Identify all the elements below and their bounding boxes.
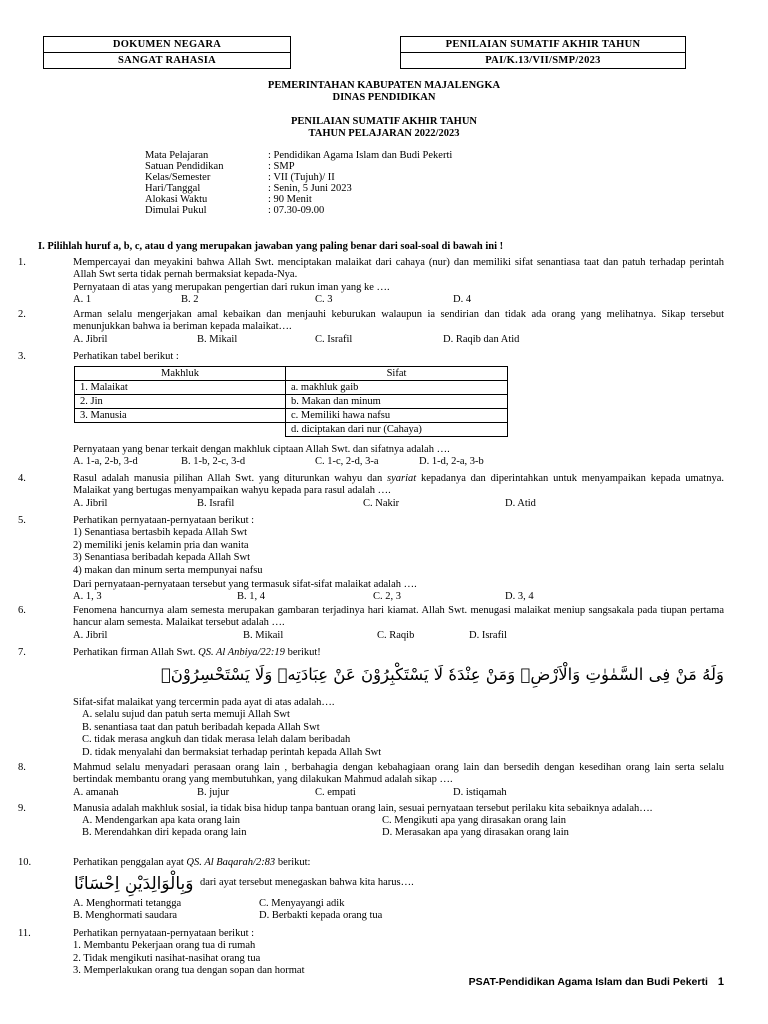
question-10-after: dari ayat tersebut menegaskan bahwa kita harus…. [200,877,414,888]
table-cell: c. Memiliki hawa nafsu [286,409,508,423]
table-row [75,423,508,437]
quran-reference: QS. Al Baqarah/2:83 [186,857,276,868]
option-a[interactable]: A. Jibril [73,333,108,345]
info-key: Dimulai Pukul [145,205,207,216]
option-c[interactable]: C. Raqib [377,629,415,641]
answer-options-row-2 [82,827,724,839]
question-number: 8. [18,762,26,773]
option-a[interactable]: A. amanah [73,786,119,798]
option-b[interactable]: B. Mikail [197,333,238,345]
question-text: Dari pernyataan-pernyataan tersebut yang termasuk sifat-sifat malaikat adalah …. [73,579,417,591]
title-line-4: TAHUN PELAJARAN 2022/2023 [308,128,460,140]
title-line-2: DINAS PENDIDIKAN [332,92,436,104]
question-text: Mahmud selalu menyadari perasaan orang lain , berbahagia dengan kebahagiaan orang lain dan bersedih dengan kesedihan orang lain serta selalu bertindak membantu orang yang membutuhkan, yang dilakukan Mahmud adalah sikap …. [73,762,724,786]
table-cell: b. Makan dan minum [286,395,508,409]
section-instruction: I. Pilihlah huruf a, b, c, atau d yang merupakan jawaban yang paling benar dari soal-soal di bawah ini ! [38,241,504,252]
question-text: Fenomena hancurnya alam semesta merupakan gambaran terjadinya hari kiamat. Allah Swt. menugasi malaikat meniup sangsakala pada tiupan pertama hancur alam semesta. Malaikat tersebut adalah …. [73,605,724,629]
question-10 [18,857,724,869]
option-d[interactable]: D. 1-d, 2-a, 3-b [419,456,484,468]
info-value: : VII (Tujuh)/ II [268,172,335,183]
table-cell: 1. Malaikat [75,381,286,395]
question-7 [18,647,724,659]
question-number: 11. [18,928,31,939]
statement-list [73,527,724,577]
arabic-verse: وَلَهُ مَنْ فِى السَّمٰوٰتِ وَالْاَرْضِۗ وَمَنْ عِنْدَهٗ لَا يَسْتَكْبِرُوْنَ عَنْ عِبَادَتِهٖ وَلَا يَسْتَحْسِرُوْنَۚ [160,665,724,684]
option-d[interactable]: D. tidak menyalahi dan bermaksiat terhadap perintah kepada Allah Swt [82,746,382,758]
option-a[interactable]: A. 1-a, 2-b, 3-d [73,456,138,468]
option-d[interactable]: D. Merasakan apa yang dirasakan orang lain [382,827,569,839]
option-b[interactable]: B. Israfil [197,497,235,509]
question-number: 2. [18,309,26,320]
option-d[interactable]: D. 3, 4 [505,591,534,603]
table-header: Makhluk [75,367,286,381]
option-a[interactable]: A. selalu sujud dan patuh serta memuji Allah Swt [82,709,290,721]
question-text: Sifat-sifat malaikat yang tercermin pada ayat di atas adalah…. [73,697,335,708]
question-number: 3. [18,351,26,362]
header-right-box [400,36,686,69]
title-line-3: PENILAIAN SUMATIF AKHIR TAHUN [290,115,477,127]
option-b[interactable]: B. jujur [197,786,230,798]
list-item: 4) makan dan minum serta mempunyai nafsu [73,564,263,576]
info-key: Kelas/Semester [145,172,211,183]
question-8 [18,762,724,799]
question-intro [73,857,724,869]
statement-list [73,940,724,977]
answer-options-row-1 [82,815,724,827]
table-cell: 3. Manusia [75,409,286,423]
question-text: Arman selalu mengerjakan amal kebaikan dan menjauhi keburukan walaupun ia sendirian dan tidak ada orang yang melihatnya. Sikap tersebut menunjukkan bahwa ia beriman kepada malaikat…. [73,309,724,333]
option-b[interactable]: B. Mikail [243,629,284,641]
answer-options [73,294,724,306]
option-c[interactable]: C. Israfil [315,333,353,345]
option-c[interactable]: C. Mengikuti apa yang dirasakan orang lain [382,815,566,827]
info-key: Hari/Tanggal [145,183,201,194]
table-cell [75,423,286,437]
table-row [75,409,508,423]
question-6 [18,605,724,642]
arabic-verse: وَبِالْوَالِدَيْنِ اِحْسَانًا [74,874,194,894]
option-a[interactable]: A. 1, 3 [73,591,102,603]
question-4 [18,473,724,510]
table-row [75,395,508,409]
document-classification: DOKUMEN NEGARA [112,39,222,50]
option-c[interactable]: C. Menyayangi adik [259,898,345,909]
question-7-stem [18,697,724,759]
answer-options [73,630,724,642]
question-text: Pernyataan yang benar terkait dengan makhluk ciptaan Allah Swt. dan sifatnya adalah …. [73,444,450,455]
question-text: Mempercayai dan meyakini bahwa Allah Swt. menciptakan malaikat dari cahaya (nur) dan memiliki sifat senantiasa taat dan patuh terhadap perintah Allah Swt serta tidak pernah bermaksiat kepada-Nya. [73,257,724,281]
answer-options [73,334,724,346]
info-key: Satuan Pendidikan [145,161,224,172]
question-intro: Perhatikan pernyataan-pernyataan berikut : [73,928,255,939]
list-item: 2) memiliki jenis kelamin pria dan wanita [73,539,249,551]
table-row [75,381,508,395]
header-left-box [43,36,291,69]
info-value: : SMP [268,161,295,172]
text-part: Perhatikan firman Allah Swt. [73,647,199,658]
option-b[interactable]: B. 1-b, 2-c, 3-d [181,456,246,468]
option-c[interactable]: C. empati [315,786,356,798]
list-item: 2. Tidak mengikuti nasihat-nasihat orang tua [73,952,261,964]
question-3-stem [18,444,724,468]
question-1 [18,257,724,306]
table-header: Sifat [286,367,508,381]
list-item: 3) Senantiasa beribadah kepada Allah Swt [73,552,250,564]
question-2 [18,309,724,346]
exam-info [145,150,452,216]
option-b[interactable]: B. Merendahkan diri kepada orang lain [82,827,247,839]
option-d[interactable]: D. Atid [505,497,536,509]
footer-text: PSAT-Pendidikan Agama Islam dan Budi Pekerti [468,976,708,988]
option-c[interactable]: C. 3 [315,294,333,306]
question-5 [18,515,724,603]
page-footer [469,976,724,988]
option-d[interactable]: D. Israfil [469,629,507,641]
option-b[interactable]: B. 1, 4 [237,591,266,603]
text-part: kepadanya dan diperintahkan untuk menyampaikan kepada umatnya. Malaikat yang bertugas menyampaikan wahyu kepada para rasul adalah …. [73,473,724,497]
answer-options-row-1 [73,898,724,910]
option-d[interactable]: D. 4 [453,294,472,306]
question-10-options [18,898,724,922]
info-key: Mata Pelajaran [145,150,209,161]
question-number: 9. [18,803,26,814]
option-b[interactable]: B. senantiasa taat dan patuh beribadah kepada Allah Swt [82,721,320,733]
info-value: : Pendidikan Agama Islam dan Budi Pekerti [268,150,453,161]
exam-name: PENILAIAN SUMATIF AKHIR TAHUN [445,39,641,50]
answer-options [73,591,724,603]
option-a[interactable]: A. Menghormati tetangga [73,898,182,909]
italic-term: syariat [387,473,417,484]
question-number: 5. [18,515,26,526]
question-number: 6. [18,605,26,616]
question-number: 7. [18,647,26,658]
info-value: : 07.30-09.00 [268,205,325,216]
answer-options [73,456,724,468]
page-number: 1 [717,976,724,988]
creature-table [74,366,508,437]
question-intro: Perhatikan tabel berikut : [73,351,179,362]
table-cell: d. diciptakan dari nur (Cahaya) [286,423,508,437]
question-text-2: Pernyataan di atas yang merupakan pengertian dari rukun iman yang ke …. [73,281,390,293]
quran-reference: QS. Al Anbiya/22:19 [198,647,285,658]
option-a[interactable]: A. 1 [73,294,92,306]
option-a[interactable]: A. Jibril [73,497,108,509]
answer-options [73,498,724,510]
option-c[interactable]: C. tidak merasa angkuh dan tidak merasa lelah dalam beribadah [82,734,351,746]
table-cell: a. makhluk gaib [286,381,508,395]
question-11 [18,928,724,978]
list-item: 1) Senantiasa bertasbih kepada Allah Swt [73,527,248,539]
info-value: : Senin, 5 Juni 2023 [268,183,352,194]
option-a[interactable]: A. Mendengarkan apa kata orang lain [82,815,241,827]
text-part: Perhatikan penggalan ayat [73,857,187,868]
option-d[interactable]: D. istiqamah [453,786,507,798]
question-3 [18,351,724,363]
list-item: 1. Membantu Pekerjaan orang tua di rumah [73,940,256,952]
question-intro [73,647,724,659]
option-d[interactable]: D. Raqib dan Atid [443,333,520,345]
option-d[interactable]: D. Berbakti kepada orang tua [259,910,383,921]
option-a[interactable]: A. Jibril [73,629,108,641]
title-block [0,80,768,141]
option-c[interactable]: C. 2, 3 [373,591,402,603]
table-cell: 2. Jin [75,395,286,409]
question-number: 10. [18,857,32,868]
question-intro: Perhatikan pernyataan-pernyataan berikut : [73,515,255,526]
option-b[interactable]: B. 2 [181,294,199,306]
answer-options [73,787,724,799]
info-value: : 90 Menit [268,194,312,205]
secrecy-label: SANGAT RAHASIA [44,52,290,68]
title-line-1: PEMERINTAHAN KABUPATEN MAJALENGKA [267,80,501,91]
option-b[interactable]: B. Menghormati saudara [73,910,178,921]
text-part: berikut: [275,857,311,868]
question-number: 4. [18,473,26,484]
option-c[interactable]: C. 1-c, 2-d, 3-a [315,456,379,468]
option-c[interactable]: C. Nakir [363,497,400,509]
text-part: Rasul adalah manusia pilihan Allah Swt. yang diturunkan wahyu dan [73,473,388,484]
info-key: Alokasi Waktu [145,194,208,205]
question-9 [18,803,724,839]
answer-options-row-2 [73,910,724,922]
question-text: Manusia adalah makhluk sosial, ia tidak bisa hidup tanpa bantuan orang lain, sesuai pernyataan tersebut perilaku kita sebaiknya adalah…. [73,803,653,814]
text-part: berikut! [284,647,321,658]
exam-code: PAI/K.13/VII/SMP/2023 [401,52,685,68]
question-text [73,473,724,498]
question-number: 1. [18,257,26,268]
list-item: 3. Memperlakukan orang tua dengan sopan dan hormat [73,965,305,977]
